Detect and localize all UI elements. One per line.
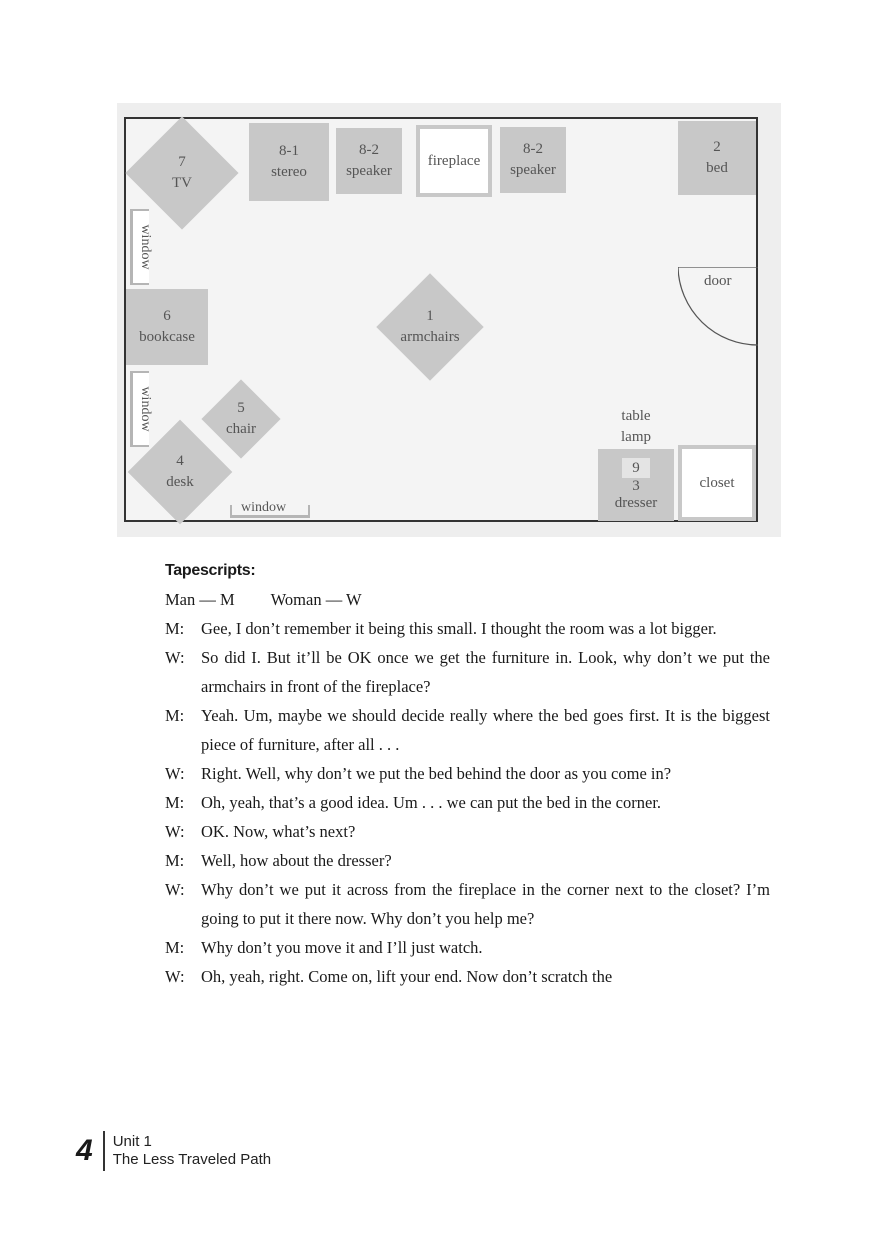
desk-label: desk xyxy=(166,474,194,490)
dialogue-text: Yeah. Um, maybe we should decide really where the bed goes first. It is the biggest piece of furniture, after all . . . xyxy=(201,706,770,754)
tapescript-heading: Tapescripts: xyxy=(165,562,256,579)
dialogue-text: So did I. But it’ll be OK once we get the furniture in. Look, why don’t we put the armchairs in front of the fireplace? xyxy=(201,648,770,696)
unit-number: Unit 1 xyxy=(112,1133,152,1150)
dialogue-text: Right. Well, why don’t we put the bed behind the door as you come in? xyxy=(201,764,672,783)
speaker-label: M: xyxy=(165,938,185,957)
speaker-right-label: speaker xyxy=(510,162,556,178)
closet-item xyxy=(678,445,756,521)
door-item xyxy=(678,267,758,347)
dresser-label: dresser xyxy=(614,495,658,511)
bed-item xyxy=(678,121,756,195)
armchairs-number: 1 xyxy=(426,308,434,324)
dresser-number: 3 xyxy=(632,478,640,494)
dialogue-text: Oh, yeah, that’s a good idea. Um . . . we can put the bed in the corner. xyxy=(201,793,662,812)
page-number: 4 xyxy=(76,1134,93,1167)
door-label: door xyxy=(704,273,732,289)
bookcase-item xyxy=(126,289,208,365)
speaker-label: M: xyxy=(165,793,185,812)
dialogue-line xyxy=(165,614,770,643)
speaker-label: W: xyxy=(165,880,185,899)
floor-plan-room xyxy=(124,117,758,522)
speaker-label: W: xyxy=(165,648,185,667)
stereo-label: stereo xyxy=(271,164,307,180)
chair-number: 5 xyxy=(237,400,245,416)
dialogue-text: Oh, yeah, right. Come on, lift your end. Now don’t scratch the xyxy=(201,967,613,986)
window-top xyxy=(130,209,153,285)
speaker-left-item xyxy=(336,128,402,194)
speaker-label: M: xyxy=(165,706,185,725)
desk-item xyxy=(143,435,217,509)
dialogue-line xyxy=(165,788,770,817)
speaker-label: M: xyxy=(165,851,185,870)
tapescript xyxy=(165,556,770,991)
armchairs-label: armchairs xyxy=(400,329,460,345)
stereo-item xyxy=(249,123,329,201)
bed-label: bed xyxy=(706,160,728,176)
dialogue-text: Gee, I don’t remember it being this small. I thought the room was a lot bigger. xyxy=(201,619,717,638)
stereo-number: 8-1 xyxy=(279,143,299,159)
window-mid-label: window xyxy=(138,386,153,432)
speaker-right-item xyxy=(500,127,566,193)
dialogue-text: Why don’t we put it across from the fireplace in the corner next to the closet? I’m going to put it there now. Why don’t you help me? xyxy=(201,880,770,928)
bookcase-number: 6 xyxy=(163,308,171,324)
dialogue-text: Why don’t you move it and I’ll just watch. xyxy=(201,938,483,957)
dialogue-line xyxy=(165,759,770,788)
tv-item xyxy=(142,133,222,213)
chair-item xyxy=(213,391,269,447)
dialogue-line xyxy=(165,701,770,759)
dialogue-line xyxy=(165,933,770,962)
window-bottom xyxy=(230,500,310,518)
speaker-right-number: 8-2 xyxy=(523,141,543,157)
footer-divider xyxy=(103,1131,105,1171)
tv-number: 7 xyxy=(178,154,186,170)
window-bottom-label: window xyxy=(241,500,287,515)
bed-number: 2 xyxy=(713,139,721,155)
dialogue-text: OK. Now, what’s next? xyxy=(201,822,356,841)
table-lamp-line2: lamp xyxy=(621,429,651,445)
speaker-label: W: xyxy=(165,967,185,986)
dresser-item xyxy=(598,449,674,521)
dialogue-line xyxy=(165,962,770,991)
speaker-label: M: xyxy=(165,619,185,638)
speaker-left-label: speaker xyxy=(346,163,392,179)
bookcase-label: bookcase xyxy=(139,329,195,345)
desk-number: 4 xyxy=(176,453,184,469)
fireplace-label: fireplace xyxy=(427,152,481,169)
closet-label: closet xyxy=(699,474,735,491)
role-legend xyxy=(165,585,770,614)
dialogue-line xyxy=(165,875,770,933)
fireplace-item xyxy=(416,125,492,197)
table-lamp-number: 9 xyxy=(622,458,650,478)
unit-title: The Less Traveled Path xyxy=(112,1151,272,1168)
chair-label: chair xyxy=(226,421,256,437)
woman-role: Woman — W xyxy=(270,590,362,609)
speaker-label: W: xyxy=(165,822,185,841)
dialogue-line xyxy=(165,846,770,875)
speaker-left-number: 8-2 xyxy=(359,142,379,158)
page-footer xyxy=(76,1131,271,1171)
dialogue-line xyxy=(165,643,770,701)
dialogue-text: Well, how about the dresser? xyxy=(201,851,392,870)
table-lamp-label xyxy=(604,405,668,449)
table-lamp-line1: table xyxy=(621,408,651,424)
window-top-label: window xyxy=(138,224,153,270)
dialogue-line xyxy=(165,817,770,846)
armchairs-item xyxy=(392,289,468,365)
tv-label: TV xyxy=(172,175,192,191)
speaker-label: W: xyxy=(165,764,185,783)
man-role: Man — M xyxy=(165,590,235,609)
